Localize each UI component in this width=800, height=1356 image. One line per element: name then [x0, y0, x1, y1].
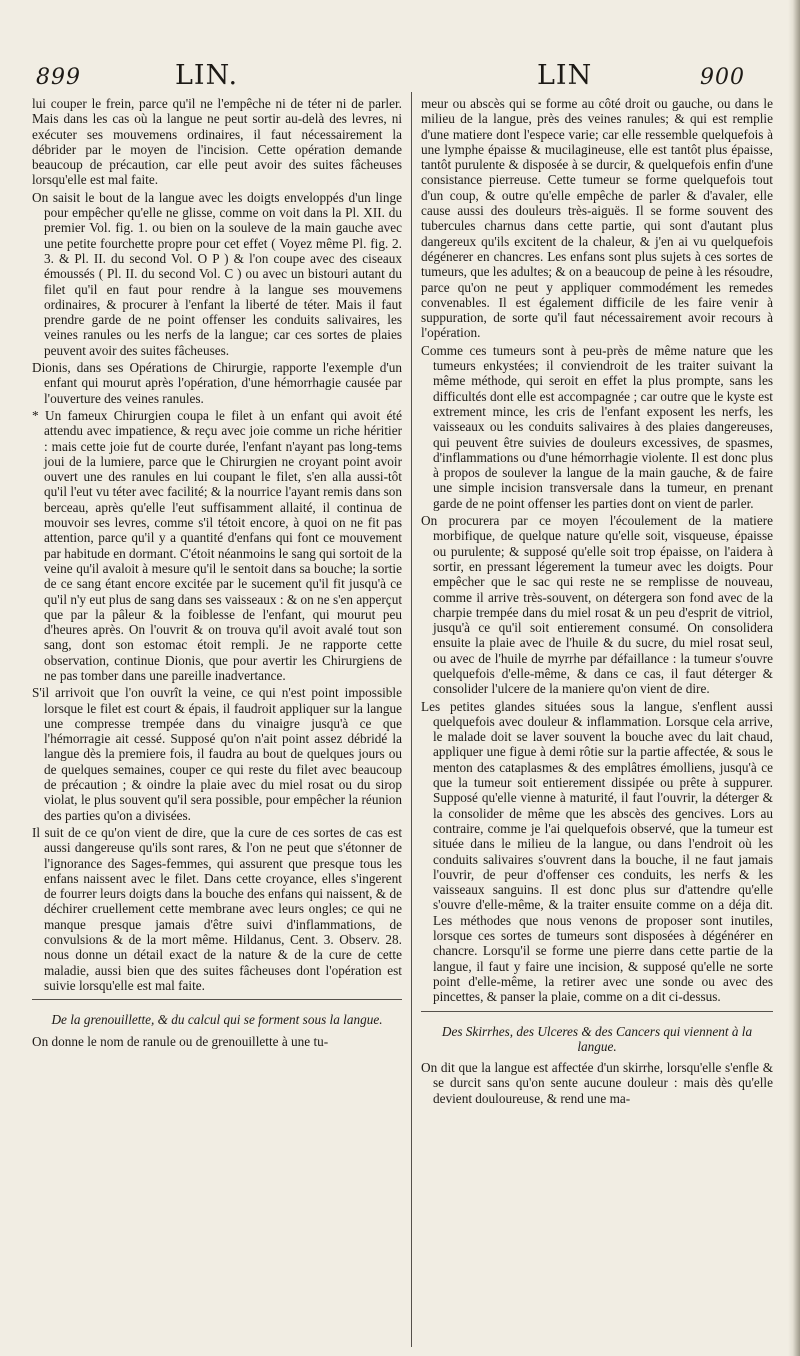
paragraph: meur ou abscès qui se forme au côté droit ou gauche, ou dans le milieu de la langue, près des veines ranules; & qui est remplie d'une matiere dont l'espece varie; car elle ressemble quelquefois à une lymphe épaisse & mucilagineuse, elle est tantôt plus épaisse, tantôt purulente & disposée à se durcir, & quelquefois enfin d'une consistance pierreuse. Cette tumeur se forme quelquefois tout d'un coup, & outre qu'elle empêche de parler & d'avaler, elle cause aussi des douleurs très-aiguës. Il se forme souvent des tubercules charnus dans cette partie, qui sont d'autant plus dangereux qu'ils excitent de la chaleur, & j'en ai vu quelquefois dégénerer en chancres. Les enfans sont plus sujets à ces sortes de tumeurs, que les adultes; & on a beaucoup de peine à les résoudre, parce qu'on ne peut y appliquer commodément les remedes convenables. Il est également difficile de les faire venir à suppuration, de sorte qu'il faut nécessairement avoir recours à l'opération. [421, 96, 773, 341]
section-heading: Des Skirrhes, des Ulceres & des Cancers qui viennent à la langue. [441, 1023, 753, 1054]
paragraph: S'il arrivoit que l'on ouvrît la veine, ce qui n'est point impossible lorsque le filet est court & épais, il faudroit appliquer sur la langue une compresse trempée dans du vinaigre jusqu'à ce que l'hémorragie ait cessé. Supposé qu'on n'ait point assez débridé la langue dès la premiere fois, il faudra au bout de quelques jours ou de quelques semaines, couper ce qui reste du filet avec beaucoup de précaution ; & oindre la plaie avec du miel rosat ou du sirop violat, le plus souvent qu'il sera possible, pour empêcher la réunion des parties qu'on a divisées. [32, 685, 402, 823]
right-column [421, 96, 773, 1108]
paragraph: On procurera par ce moyen l'écoulement de la matiere morbifique, de quelque nature qu'elle soit, visqueuse, épaisse ou purulente; & supposé qu'elle soit trop épaisse, on l'aidera à sortir, en pressant légerement la tumeur avec les doigts. Pour empêcher que le sac qui reste ne se remplisse de nouveau, comme il arrive très-souvent, on détergera son fond avec de la charpie trempée dans du miel rosat & un peu d'esprit de vitriol, jusqu'à ce qu'il soit entierement consumé. On consolidera ensuite la plaie avec de l'huile & du sucre, du miel rosat seul, ou avec de l'huile de myrrhe par défaillance : la tumeur s'ouvre quelquefois d'elle-même, & dans ce cas, il faut déterger & consolider l'ulcere de la maniere qu'on vient de dire. [421, 513, 773, 697]
column-divider [411, 92, 412, 1347]
page-edge-shadow [788, 0, 800, 1356]
paragraph: Dionis, dans ses Opérations de Chirurgie, rapporte l'exemple d'un enfant qui mourut après l'opération, d'une hémorrhagie causée par l'ouverture des veines ranules. [32, 360, 402, 406]
paragraph: On saisit le bout de la langue avec les doigts enveloppés d'un linge pour empêcher qu'elle ne glisse, comme on voit dans la Pl. XII. du premier Vol. fig. 1. ou bien on la souleve de la main gauche avec une petite fourchette propre pour cet effet ( Voyez même Pl. fig. 2. 3. & Pl. II. du second Vol. O P ) & l'on coupe avec des ciseaux émoussés ( Pl. II. du second Vol. C ) ou avec un bistouri autant du filet qu'il en faut pour rendre à la langue ses mouvemens ordinaires, & procurer à l'enfant la liberté de téter. Mais il faut prendre garde de ne point offenser les conduits salivaires, les veines ranules ou les nerfs de la langue; car ces sortes de plaies peuvent avoir des suites fâcheuses. [32, 189, 402, 358]
left-running-head: LIN. [175, 60, 239, 91]
left-column [32, 96, 402, 1051]
section-rule [421, 1011, 773, 1012]
right-page-number: 900 [700, 65, 745, 90]
paragraph: On donne le nom de ranule ou de grenouillette à une tu- [32, 1033, 329, 1049]
paragraph: Comme ces tumeurs sont à peu-près de même nature que les tumeurs enkystées; il conviendroit de les traiter suivant la même méthode, qui seroit en effet la plus prompte, sans les difficultés dont elle est accompagnée ; car outre que le kyste est extrement mince, les cris de l'enfant exposent les nerfs, les vaisseaux ou les conduits salivaires à des plaies dangereuses, qui peuvent être suivies de douleurs excessives, de spasmes, d'inflammations ou d'une hémorrhagie violente. Il est donc plus à propos de soulever la langue de la main gauche, & de faire une simple incision transversale dans la tumeur, en prenant garde de ne point offenser les parties dont on vient de parler. [421, 342, 773, 511]
paragraph: * Un fameux Chirurgien coupa le filet à un enfant qui avoit été attendu avec impatience, & reçu avec joie comme un riche héritier : mais cette joie fut de courte durée, l'enfant n'ayant pas long-tems joui de la lumiere, parce que le Chirurgien ne croyant point avoir ouvert une des ranules en lui coupant le filet, s'en alla aussi-tôt qu'il l'eut vu téter avec facilité; & la nourrice l'ayant remis dans son berceau, après qu'elle l'eut suffisamment allaité, il continua de mouvoir ses levres, comme s'il tétoit encore, à quoi on ne fit pas attention, parce qu'il y a quantité d'enfans qui font ce mouvement par habitude en dormant. C'étoit néanmoins le sang qui sortoit de la veine qu'il avaloit à mesure qu'il le sentoit dans sa bouche; la sortie de ce sang étant encore excitée par le sucement qu'il fit jusqu'à ce qu'il n'y eut plus de sang dans ses vaisseaux : & on ne s'en apperçut que par la pâleur & la foiblesse de l'enfant, qui mourut peu d'heures après. On l'ouvrit & on trouva qu'il avoit avalé tout son sang, dont son estomac étoit rempli. Je ne rapporte cette observation, continue Dionis, que pour avertir les Chirurgiens de ne pas tomber dans une pareille inadvertance. [32, 407, 402, 683]
paragraph: lui couper le frein, parce qu'il ne l'empêche ni de téter ni de parler. Mais dans les cas où la langue ne peut sortir au-delà des levres, ni exécuter ses mouvemens ordinaires, il faut nécessairement la débrider par le moyen de l'incision. Cette opération demande beaucoup de précaution, car elle peut avoir des suites fâcheuses lorsqu'elle est mal faite. [32, 96, 402, 188]
section-heading: De la grenouillette, & du calcul qui se forment sous la langue. [51, 1012, 383, 1028]
paragraph: Les petites glandes situées sous la langue, s'enflent aussi quelquefois avec douleur & inflammation. Lorsque cela arrive, le malade doit se laver souvent la bouche avec du lait chaud, appliquer une figue à demi rôtie sur la partie affectée, & sous le menton des cataplasmes & des emplâtres émolliens, jusqu'à ce que la tumeur soit entierement dissipée ou prête à suppurer. Supposé qu'elle vienne à maturité, il faut l'ouvrir, la déterger & la consolider de même que les abscès des gencives. Lors au contraire, comme je l'ai quelquefois observé, que la tumeur est située dans le milieu de la langue, ou dans l'endroit où les conduits salivaires s'ouvrent dans la bouche, il ne faut jamais l'ouvrir, de peur d'offenser ces conduits, les nerfs & les vaisseaux sanguins. Il est donc plus sur d'attendre qu'elle s'ouvre d'elle-même, & la traiter ensuite comme on a déja dit. Les méthodes que nous venons de proposer sont inutiles, lorsque ces sortes de tumeurs sont disposées à dégénérer en chancre. Lorsqu'il se forme une pierre dans cette partie de la langue, il faut y faire une incision, & supposé qu'elle ne sorte point d'elle-même, la retirer avec une sonde ou avec des pincettes, & panser la plaie, comme on a dit ci-dessus. [421, 698, 773, 1005]
section-rule [32, 999, 402, 1000]
right-running-head: LIN [537, 60, 593, 91]
left-page-number: 899 [36, 65, 81, 90]
paragraph: On dit que la langue est affectée d'un skirrhe, lorsqu'elle s'enfle & se durcit sans qu'on sente aucune douleur : mais dès qu'elle devient douloureuse, & rend une ma- [421, 1060, 773, 1106]
paragraph: Il suit de ce qu'on vient de dire, que la cure de ces sortes de cas est aussi dangereuse qu'ils sont rares, & l'on ne peut que s'étonner de l'ignorance des Sages-femmes, qui assurent que presque tous les enfans naissent avec le filet. Dans cette croyance, elles s'ingerent de fourrer leurs doigts dans la bouche des enfans qui naissent, & de déchirer cruellement cette membrane avec leurs ongles; ce qui ne manque presque jamais d'être suivi d'inflammations, de convulsions & de la mort même. Hildanus, Cent. 3. Observ. 28. nous donne un détail exact de la nature & de la cure de cette maladie, aussi bien que des suites fâcheuses dont l'opération est suivie lorsqu'elle est mal faite. [32, 824, 402, 993]
